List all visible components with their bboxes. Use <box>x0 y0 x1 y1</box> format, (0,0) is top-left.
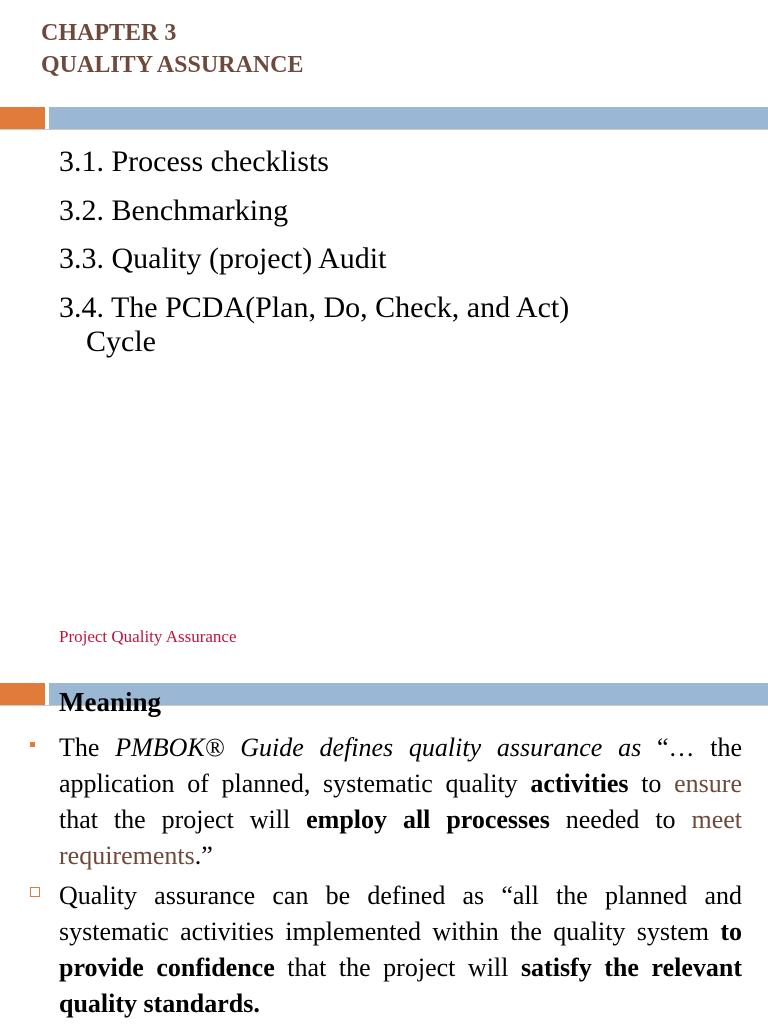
title-rule <box>0 107 768 129</box>
toc-item-3-4: 3.4. The PCDA(Plan, Do, Check, and Act) Cycle <box>59 290 570 358</box>
hollow-square-bullet-icon <box>30 887 40 897</box>
slide-heading: Meaning <box>59 687 162 717</box>
toc-item-3-3: 3.3. Quality (project) Audit <box>59 242 387 275</box>
toc-item-3-2: 3.2. Benchmarking <box>59 193 289 227</box>
rule-blue-bar <box>49 107 768 129</box>
table-of-contents <box>59 138 569 360</box>
rule-divider-line <box>0 129 768 130</box>
title-line-chapter: CHAPTER 3 <box>41 20 177 46</box>
square-bullet-icon <box>30 742 35 747</box>
slide-footer: Project Quality Assurance <box>59 627 237 646</box>
bullet-text: The PMBOK® Guide defines quality assurance as “… the application of planned, systematic quality activities to ensure that the project will employ all processes needed to meet requirements.” <box>59 733 743 870</box>
rule-orange-block <box>0 683 45 705</box>
rule-orange-block <box>0 107 45 129</box>
slide-meaning <box>0 658 768 1024</box>
bullet-text: Quality assurance can be defined as “all the planned and systematic activities implemented within the quality system to provide confidence that the project will satisfy the relevant quality standards. <box>59 881 742 1018</box>
toc-item-3-4-continuation: Cycle <box>86 325 156 358</box>
toc-item-3-1: 3.1. Process checklists <box>59 145 329 178</box>
title-line-topic: QUALITY ASSURANCE <box>41 52 304 78</box>
slide-title <box>41 17 304 81</box>
